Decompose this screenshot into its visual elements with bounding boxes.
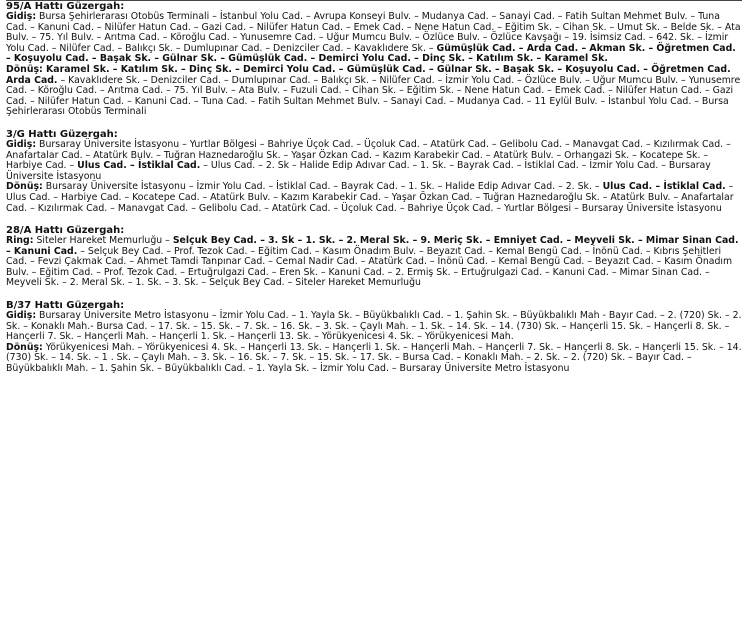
direction-label: Gidiş: xyxy=(6,11,37,22)
route-title: 95/A Hattı Güzergah: xyxy=(6,1,125,12)
route-text: – Selçuk Bey Cad. – Prof. Tezok Cad. – Eğitim Cad. – Kasım Önadım Bulv. – Beyazıt Cad. – Kemal Bengü Cad. – İnönü Cad. – Kıbrıs Şehitleri Cad. – Fevzi Çakmak Cad. – Ahmet Tamdi Tanpınar Cad. – Cemal Nadir Cad. – Atatürk Cad. – İnönü Cad. – Kemal Bengü Cad. – Beyazıt Cad. – Kasım Önadım Bulv. – Eğitim Cad. – Prof. Tezok Cad. – Ertuğrulgazi Cad. – Eren Sk. – Kanuni Cad. – 2. Ermiş Sk. – Ertuğrulgazi Cad. – Kanuni Cad. – Mimar Sinan Cad. – Meyveli Sk. – 2. Meral Sk. – 1. Sk. – 3. Sk. – Selçuk Bey Cad. – Siteler Hareket Memurluğu xyxy=(6,245,733,289)
route-title: B/37 Hattı Güzergah: xyxy=(6,300,125,312)
route-text: Bursa Şehirlerarası Otobüs Terminali – İstanbul Yolu Cad. – Avrupa Konseyi Bulv. – Mudanya Cad. – Sanayi Cad. – Fatih Sultan Mehmet Bulv. – Tuna Cad. – Kanuni Cad. – Nilüfer Hatun Cad. – Gazi Cad. – Nilüfer Hatun Cad. – Emek Cad. – Nene Hatun Cad. – Eğitim Sk. – Cihan Sk. – Umut Sk. – Belde Sk. – Ata Bulv. – 75. Yıl Bulv. – Arıtma Cad. – Köroğlu Cad. – Yunusemre Cad. – Uğur Mumcu Bulv. – Özlüce Bulv. – Özlüce Kavşağı – 19. İsimsiz Cad. – 642. Sk. – İzmir Yolu Cad. – Nilüfer Cad. – Balıkçı Sk. – Dumlupınar Cad. – Denizciler Cad. – Kavaklıdere Sk. – xyxy=(6,11,741,54)
route-28a xyxy=(6,225,742,289)
route-outbound xyxy=(6,140,742,182)
route-text-bold: Selçuk Bey Cad. – 3. Sk – 1. Sk. – 2. Meral Sk. – 9. Meriç Sk. – Emniyet Cad. – Meyveli Sk. – Mimar Sinan Cad. – Kanuni Cad. xyxy=(6,235,739,257)
route-outbound xyxy=(6,12,742,65)
route-text: Siteler Hareket Memurluğu – xyxy=(33,235,173,247)
route-3g xyxy=(6,129,742,214)
route-text: – Ulus Cad. – Harbiye Cad. – Kocatepe Cad. – Atatürk Bulv. – Kazım Karabekir Cad. – Yaşar Özkan Cad. – Tuğran Haznedaroğlu Sk. – Atatürk Bulv. – Anafartalar Cad. – Kızılırmak Cad. – Manavgat Cad. – Gelibolu Cad. – Atatürk Cad. – Üçoluk Cad. – Bahriye Üçok Cad. – Yurtlar Bölgesi – Bursaray Üniversite İstasyonu xyxy=(6,181,734,214)
route-outbound xyxy=(6,311,742,343)
direction-label: Gidiş: xyxy=(6,310,37,322)
route-text: – Ulus Cad. – 2. Sk – Halide Edip Adıvar Cad. – 1. Sk. – Bayrak Cad. – İstiklal Cad. – İzmir Yolu Cad. – Bursaray Üniversite İstasyonu xyxy=(6,160,711,182)
route-text-bold: Karamel Sk. – Katılım Sk. – Dinç Sk. – Demirci Yolu Cad. – Gümüşlük Cad. – Gülnar Sk. – Başak Sk. – Koşuyolu Cad. – Öğretmen Cad. Arda Cad. xyxy=(6,63,731,86)
direction-label: Gidiş: xyxy=(6,138,37,150)
route-return xyxy=(6,182,742,214)
route-title: 3/G Hattı Güzergah: xyxy=(6,128,118,140)
route-return xyxy=(6,343,742,375)
route-text: Bursaray Üniversite Metro İstasyonu – İzmir Yolu Cad. – 1. Yayla Sk. – Büyükbalıklı Cad. – 1. Şahin Sk. – Büyükbalıklı Mah - Bayır Cad. – 2. (720) Sk. – 2. Sk. – Konaklı Mah.- Bursa Cad. – 17. Sk. – 15. Sk. – 7. Sk. – 16. Sk. – 3. Sk. – Çaylı Mah. – 1. Sk. – 14. Sk. – 14. (730) Sk. – Hançerli 15. Sk. – Hançerli 8. Sk. – Hançerli 7. Sk. – Hançerli Mah. – Hançerli 1. Sk. – Hançerli 13. Sk. – Yörükyenicesi 4. Sk. – Yörükyenicesi Mah. xyxy=(6,310,742,343)
direction-label: Dönüş: xyxy=(6,181,43,193)
direction-label: Dönüş: xyxy=(6,341,43,353)
route-text-bold: Ulus Cad. – İstiklal Cad. xyxy=(602,181,726,193)
route-text: – Kavaklıdere Sk. – Denizciler Cad. – Dumlupınar Cad. – Balıkçı Sk. – Nilüfer Cad. – İzmir Yolu Cad. – Özlüce Bulv. – Uğur Mumcu Bulv. – Yunusemre Cad. – Köroğlu Cad. – Arıtma Cad. – 75. Yıl Bulv. – Ata Bulv. – Fuzuli Cad. – Cihan Sk. – Eğitim Sk. – Nene Hatun Cad. – Emek Cad. – Nilüfer Hatun Cad. – Gazi Cad. – Nilüfer Hatun Cad. – Kanuni Cad. – Tuna Cad. – Fatih Sultan Mehmet Bulv. – Sanayi Cad. – Mudanya Cad. – 11 Eylül Bulv. – İstanbul Yolu Cad. – Bursa Şehirlerarası Otobüs Terminali xyxy=(6,74,741,118)
direction-label: Dönüş: xyxy=(6,63,43,75)
route-text-bold: Gümüşlük Cad. – Arda Cad. – Akman Sk. – Öğretmen Cad. – Koşuyolu Cad. – Başak Sk. – Gülnar Sk. – Gümüşlük Cad. – Demirci Yolu Cad. – Dinç Sk. – Katılım Sk. – Karamel Sk. xyxy=(6,42,736,65)
route-ring xyxy=(6,236,742,289)
route-95a xyxy=(6,1,742,118)
route-text: Bursaray Üniversite İstasyonu – Yurtlar Bölgesi – Bahriye Üçok Cad. – Üçoluk Cad. – Atatürk Cad. – Gelibolu Cad. – Manavgat Cad. – Kızılırmak Cad. – Anafartalar Cad. – Atatürk Bulv. – Tuğran Haznedaroğlu Sk. – Yaşar Özkan Cad. – Kazım Karabekir Cad. – Atatürk Bulv. – Orhangazi Sk. – Kocatepe Sk. – Harbiye Cad. – xyxy=(6,138,731,172)
route-b37 xyxy=(6,300,742,375)
route-text: Yörükyenicesi Mah. – Yörükyenicesi 4. Sk. – Hançerli 13. Sk. – Hançerli 1. Sk. – Hançerli Mah. – Hançerli 7. Sk. – Hançerli 8. Sk. – Hançerli 15. Sk. – 14. (730) Sk. – 14. Sk. – 1 . Sk. – Çaylı Mah. – 3. Sk. – 16. Sk. – 7. Sk. – 15. Sk. – 17. Sk. – Bursa Cad. – Konaklı Mah. – 2. Sk. – 2. (720) Sk. – Bayır Cad. – Büyükbalıklı Mah. – 1. Şahin Sk. – Büyükbalıklı Cad. – 1. Yayla Sk. – İzmir Yolu Cad. – Bursaray Üniversite Metro İstasyonu xyxy=(6,341,742,375)
route-title: 28/A Hattı Güzergah: xyxy=(6,225,125,237)
direction-label: Ring: xyxy=(6,235,34,247)
route-return xyxy=(6,65,742,118)
route-text: Bursaray Üniversite İstasyonu – İzmir Yolu Cad. – İstiklal Cad. – Bayrak Cad. – 1. Sk. – Halide Edip Adıvar Cad. – 2. Sk. – xyxy=(42,181,603,193)
route-text-bold: Ulus Cad. – İstiklal Cad. xyxy=(77,160,201,172)
